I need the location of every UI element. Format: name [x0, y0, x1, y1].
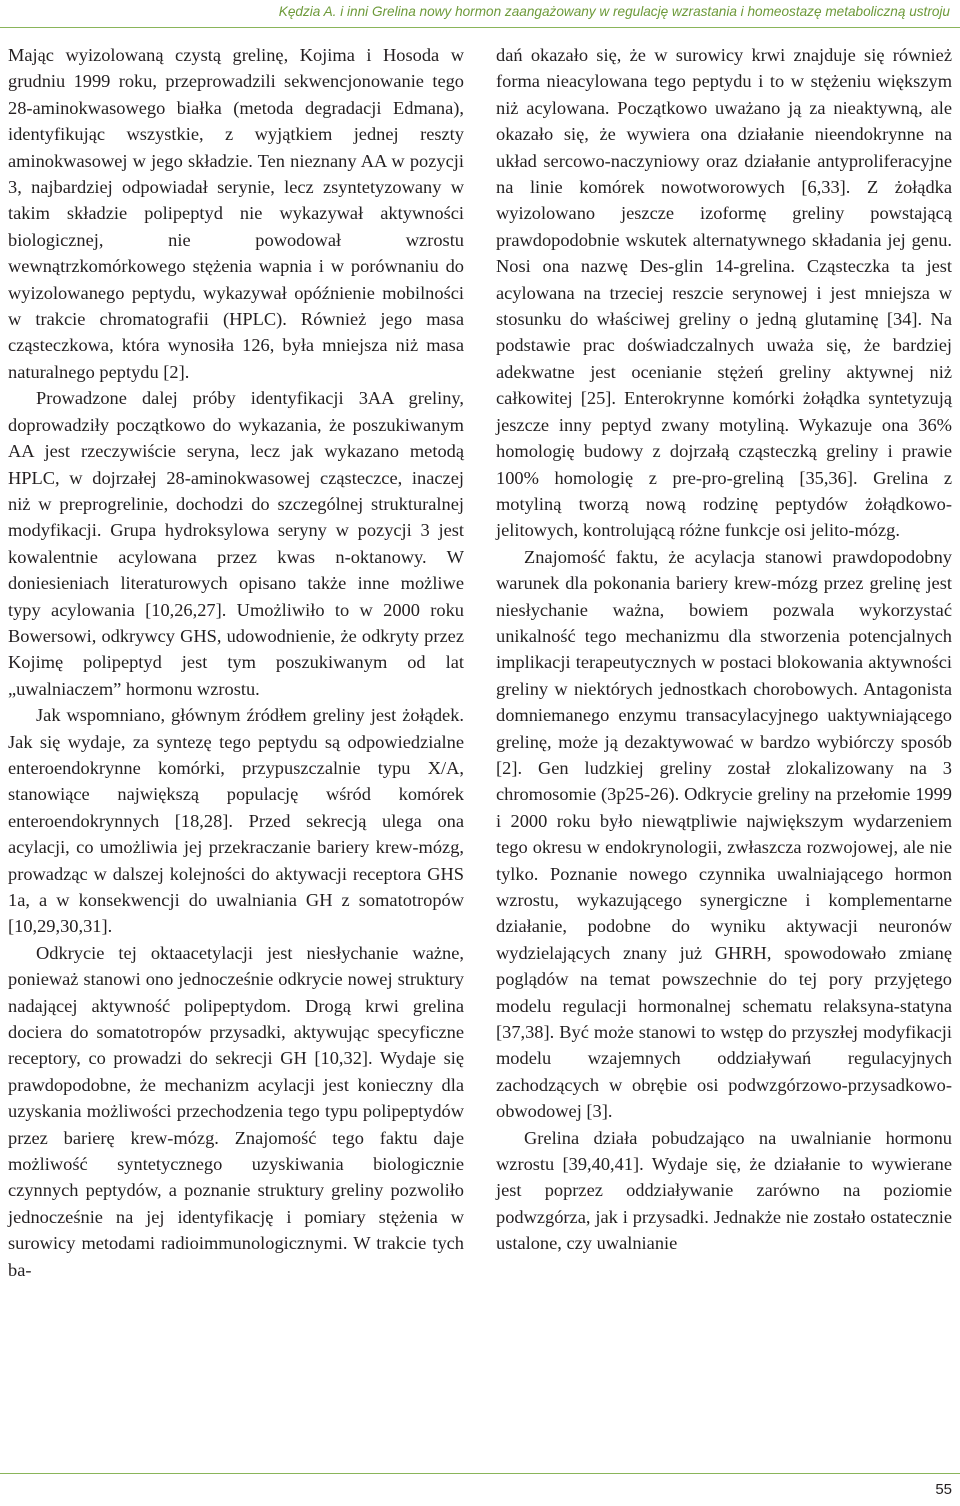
header-divider	[0, 27, 960, 28]
paragraph: Prowadzone dalej próby identyfikacji 3AA greliny, doprowadziły początkowo do wykazania, że poszukiwanym AA jest rzeczywiście seryna, lecz jak wykazano metodą HPLC, w dojrzałej 28-aminokwasowej cząsteczce, inaczej niż w preprogrelinie, dochodzi do szczególnej strukturalnej modyfikacji. Grupa hydroksylowa seryny w pozycji 3 jest kowalentnie acylowana przez kwas n-oktanowy. W doniesieniach literaturowych opisano także inne możliwe typy acylowania [10,26,27]. Umożliwiło to w 2000 roku Bowersowi, odkrywcy GHS, udowodnienie, że odkryty przez Kojimę polipeptyd jest tym poszukiwanym od lat „uwalniaczem” hormonu wzrostu.	[8, 388, 464, 699]
paragraph: Jak wspomniano, głównym źródłem greliny jest żołądek. Jak się wydaje, za syntezę tego peptydu są odpowiedzialne enteroendokrynne komórki, przypuszczalnie typu X/A, stanowiące największą populację wśród komórek enteroendokrynnych [18,28]. Przed sekrecją ulega ona acylacji, co umożliwia jej przekraczanie bariery krew-mózg, prowadząc w dalszej kolejności do aktywacji receptora GHS 1a, a w konsekwencji do uwalniania GH z somatotropów [10,29,30,31].	[8, 705, 464, 937]
paragraph: Grelina działa pobudzająco na uwalnianie hormonu wzrostu [39,40,41]. Wydaje się, że działanie to wywierane jest poprzez oddziaływanie zarówno na poziomie podwzgórza, jak i przysadki. Jednakże nie zostało ostatecznie ustalone, czy uwalnianie	[496, 1127, 952, 1254]
paragraph: Znajomość faktu, że acylacja stanowi prawdopodobny warunek dla pokonania bariery krew-mózg przez grelinę jest niesłychanie ważna, bowiem pozwala wykorzystać unikalność tego mechanizmu dla stworzenia potencjalnych implikacji terapeutycznych w postaci blokowania aktywności greliny w niektórych jednostkach chorobowych. Antagonista domniemanego enzymu transacylacyjnego uaktywniającego grelinę, może ją dezaktywować w bardzo wybiórczy sposób [2]. Gen ludzkiej greliny został zlokalizowany na 3 chromosomie (3p25-26). Odkrycie greliny na przełomie 1999 i 2000 roku było niewątpliwie największym wydarzeniem tego okresu w endokrynologii, zwłaszcza rozwojowej, ale nie tylko. Poznanie nowego czynnika uwalniającego hormon wzrostu, wykazującego synergiczne i komplementarne działanie, podobne do wyniku aktywacji neuronów wydzielających znany już GHRH, spowodowało zmianę poglądów na temat powszechnie do tej pory przyjętego modelu regulacji hormonalnej schematu relaksyna-statyna [37,38]. Być może stanowi to wstęp do przyszłej modyfikacji modelu wzajemnych oddziaływań regulacyjnych zachodzących w obrębie osi podwzgórzowo-przysadkowo-obwodowej [3].	[496, 546, 952, 1122]
paragraph: Mając wyizolowaną czystą grelinę, Kojima i Hosoda w grudniu 1999 roku, przeprowadzili sekwencjonowanie tego 28-aminokwasowego białka (metoda degradacji Edmana), identyfikując wszystkie, z wyjątkiem jednej reszty aminokwasowej w jego składzie. Ten nieznany AA w pozycji 3, najbardziej odpowiadał serynie, lecz zsyntetyzowany w takim składzie polipeptyd nie wykazywał aktywności biologicznej, nie powodował wzrostu wewnątrzkomórkowego stężenia wapnia i w porównaniu do wyizolowanego peptydu, wykazywał opóźnienie mobilności w trakcie chromatografii (HPLC). Również jego masa cząsteczkowa, która wynosiła 126, była mniejsza niż masa naturalnego peptydu [2].	[8, 45, 464, 382]
paragraph: dań okazało się, że w surowicy krwi znajduje się również forma nieacylowana tego peptydu i to w stężeniu większym niż acylowana. Początkowo uważano ją za nieaktywną, ale okazało się, że wywiera ona działanie nieendokrynne na układ sercowo-naczyniowy oraz działanie antyproliferacyjne na linie komórek nowotworowych [6,33]. Z żołądka wyizolowano jeszcze izoformę greliny powstającą prawdopodobnie wskutek alternatywnego składania jej genu. Nosi ona nazwę Des-glin 14-grelina. Cząsteczka ta jest acylowana na trzeciej reszcie serynowej i jest mniejsza w stosunku do właściwej greliny o jedną glutaminę [34]. Na podstawie prac doświadczalnych uważa się, że bardziej adekwatne jest ocenianie stężeń greliny aktywnej niż całkowitej [25]. Enterokrynne komórki żołądka syntetyzują jeszcze inny peptyd zwany motyliną. Wykazuje ona 36% homologię budowy z dojrzałą cząsteczką greliny i prawie 100% homologię z pre-pro-greliną [35,36]. Grelina z motyliną tworzą nową rodzinę peptydów żołądkowo-jelitowych, kontrolującą różne funkcje osi jelito-mózg.	[496, 45, 952, 541]
right-column	[496, 42, 952, 1257]
running-header: Kędzia A. i inni Grelina nowy hormon zaangażowany w regulację wzrastania i homeostazę metaboliczną ustroju	[278, 4, 950, 19]
footer-divider	[0, 1473, 960, 1474]
left-column	[8, 42, 464, 1283]
page-number: 55	[935, 1481, 952, 1498]
paragraph: Odkrycie tej oktaacetylacji jest niesłychanie ważne, ponieważ stanowi ono jednocześnie odkrycie nowej struktury nadającej aktywność polipeptydom. Drogą krwi grelina dociera do somatotropów przysadki, aktywując specyficzne receptory, co prowadzi do sekrecji GH [10,32]. Wydaje się prawdopodobne, że mechanizm acylacji jest konieczny dla uzyskania możliwości przechodzenia tego typu polipeptydów przez barierę krew-mózg. Znajomość tego faktu daje możliwość syntetycznego uzyskiwania biologicznie czynnych peptydów, a poznanie struktury greliny pozwoliło jednocześnie na jej identyfikację i pomiary stężenia w surowicy metodami radioimmunologicznymi. W trakcie tych ba-	[8, 942, 464, 1280]
